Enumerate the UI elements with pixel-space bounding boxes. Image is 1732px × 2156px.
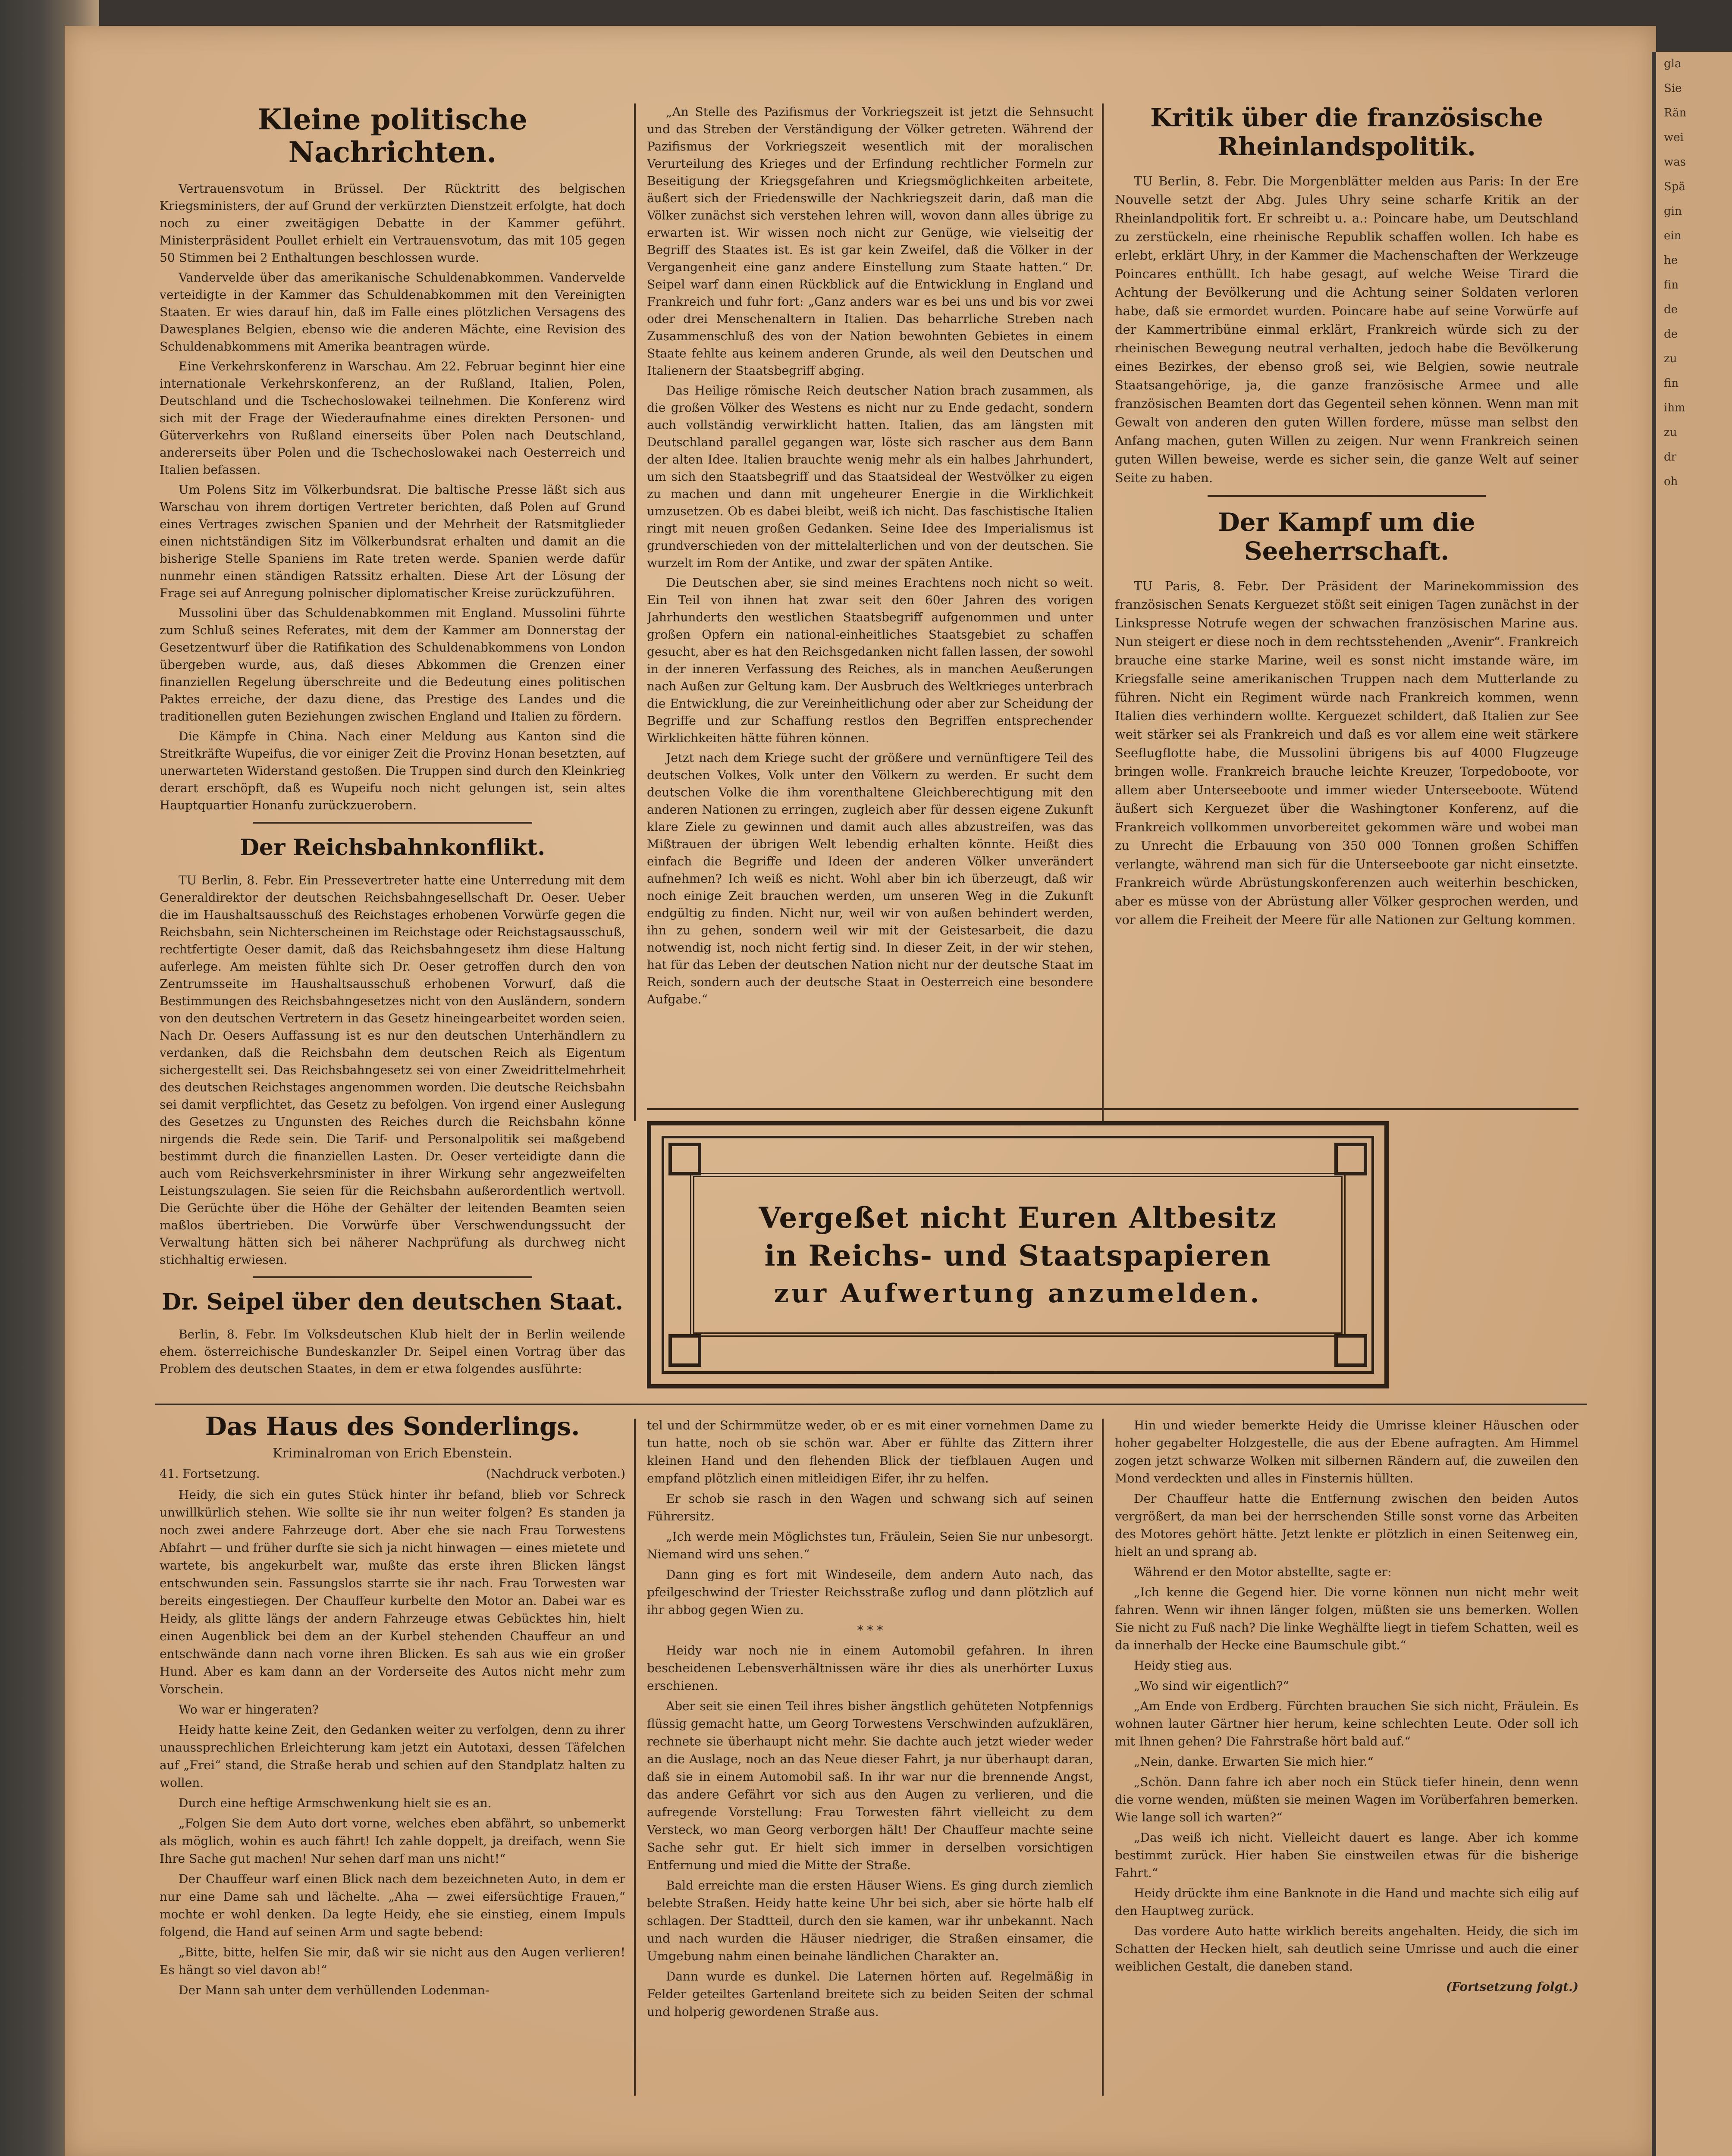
serial-paragraph: Während er den Motor abstellte, sagte er: [1134,1565,1392,1579]
column-rule [634,103,636,1121]
serial-paragraph: „Das weiß ich nicht. Vielleicht dauert es lange. Aber ich komme bestimmt zurück. Hier haben Sie einstweilen etwas für die bisherige Fahrt.“ [1115,1830,1578,1880]
serial-paragraph: Dann wurde es dunkel. Die Laternen hörten auf. Regelmäßig in Felder geteiltes Gartenland breitete sich zu beiden Seiten der schmal und holperig gewordenen Straße aus. [647,1969,1093,2019]
article-body: TU Paris, 8. Febr. Der Präsident der Marinekommission des französischen Senats Kerguezet stößt seit einigen Tagen zunächst in der Linkspresse Notrufe wegen der schwachen französischen Marine aus. Nun steigert er diese noch in dem rechtsstehenden „Avenir“. Frankreich brauche eine starke Marine, weil es sonst nicht imstande wäre, im Kriegsfalle seine amerikanischen Truppen nach dem Mutterlande zu führen. Nicht ein Regiment würde nach Frankreich kommen, wenn Italien dies verhindern wollte. Kerguezet schildert, daß Italien zur See weit stärker sei als Frankreich und daß es vor allem eine weit stärkere Seeflugflotte habe, die Mussolini übrigens bis auf 4000 Flugzeuge bringen wolle. Frankreich brauche leichte Kreuzer, Torpedoboote, vor allem aber Unterseeboote und immer wieder Unterseeboote. Wütend äußert sich Kerguezet über die Washingtoner Konferenz, auf die Frankreich vollkommen unvorbereitet gekommen wäre und wobei man zu Unrecht die Erbauung von 350 000 Tonnen großen Schiffen verlangte, während man sich für die Unterseeboote gar nicht einsetzte. Frankreich würde Abrüstungskonferenzen auch weiterhin beschicken, aber es müsse von der Abrüstung aller Völker gesprochen werden, und vor allem die Freiheit der Meere für alle Nationen zur Geltung kommen. [1115,578,1578,927]
serial-paragraph: Heidy, die sich ein gutes Stück hinter ihr befand, blieb vor Schreck unwillkürlich stehen. Wie sollte sie ihr nun weiter folgen? Es standen ja noch zwei andere Fahrzeuge dort. Aber ehe sie nach Frau Torwestens Abfahrt — und früher durfte sie sich ja nicht hinwagen — eines mietete und wartete, bis angekurbelt war, mußte das erste ihren Blicken längst entschwunden sein. Fassungslos starrte sie ihr nach. Frau Torwesten war bereits eingestiegen. Der Chauffeur kurbelte den Motor an. Dabei war es Heidy, als glitte längs der andern Fahrzeuge etwas Gebücktes hin, hielt einen Augenblick bei dem an der Kurbel stehenden Chauffeur an und entschwände dann nach vorne ihren Blicken. Es sah aus wie ein großer Hund. Aber es kam dann an der Vorderseite des Autos nicht mehr zum Vorschein. [160,1487,625,1696]
headline-reichsbahnkonflikt: Der Reichsbahnkonflikt. [239,834,546,861]
serial-paragraph: Dann ging es fort mit Windeseile, dem andern Auto nach, das pfeilgeschwind der Triester Reichsstraße zuflog und dann plötzlich auf ihr abbog gegen Wien zu. [647,1567,1093,1617]
serial-paragraph: Heidy stieg aus. [1134,1658,1233,1673]
next-page-fragment: fin [1664,279,1679,291]
article-body: „An Stelle des Pazifismus der Vorkriegszeit ist jetzt die Sehnsucht und das Streben der Verständigung der Völker getreten. Während der Pazifismus der Vorkriegszeit wesentlich mit der moralischen Verurteilung des Krieges und der Erfindung rechtlicher Formeln zur Beseitigung der Kriegsgefahren und Kriegsmöglichkeiten arbeitete, äußert sich der Friedenswille der Nachkriegszeit darin, daß man die Völker zunächst sich verstehen lehren will, wovon dann alles übrige zu erwarten ist. Wir wissen noch nicht zur Genüge, wie vielseitig der Begriff des Staates ist. Es ist gar kein Zweifel, daß die Völker in der Vergangenheit eine ganz andere Einstellung zum Staate hatten.“ Dr. Seipel warf dann einen Rückblick auf die Entwicklung in England und Frankreich und fuhr fort: „Ganz anders war es bei uns und bis vor zwei oder drei Menschenaltern in Italien. Das beharrliche Streben nach Zusammenschluß des von der Nation bewohnten Gebietes in einem Staate fehlte aus keinem anderen Grunde, als weil den Deutschen und Italienern der Staatsbegriff abging. [647,105,1093,378]
next-page-fragment: fin [1664,377,1679,390]
next-page-fragment: de [1664,303,1678,316]
ad-corner-ornament [1334,1143,1367,1175]
next-page-fragment: ihm [1664,401,1685,414]
next-page-fragment: zu [1664,426,1677,439]
serial-paragraph: „Ich kenne die Gegend hier. Die vorne können nun nicht mehr weit fahren. Wenn wir ihnen länger folgen, müßten sie uns bemerken. Wollen Sie nicht zu Fuß nach? Die linke Weghälfte liegt in tiefem Schatten, weil es da innerhalb der Hecke eine Baumschule gibt.“ [1115,1585,1578,1652]
reprint-notice: (Nachdruck verboten.) [486,1466,625,1481]
left-column [160,103,625,1393]
serial-paragraph: Durch eine heftige Armschwenkung hielt sie es an. [179,1796,492,1810]
headline-rheinlandspolitik: Kritik über die französische Rheinlandspolitik. [1150,103,1543,161]
next-page-edge [1652,52,1732,2156]
article-body: TU Berlin, 8. Febr. Ein Pressevertreter hatte eine Unterredung mit dem Generaldirektor der deutschen Reichsbahngesellschaft Dr. Oeser. Ueber die im Haushaltsausschuß des Reichstages erhobenen Vorwürfe gegen die Reichsbahn, sein Nichterscheinen im Reichstage oder Reichstagsausschuß, rechtfertigte Oeser damit, daß das Reichsbahngesetz ihm diese Haltung auferlege. Am meisten fühlte sich Dr. Oeser getroffen durch den von Zentrumsseite im Haushaltsausschuß erhobenen Vorwurf, daß die Bestimmungen des Reichsbahngesetzes nicht von den Ausländern, sondern von den deutschen Vertretern in das Gesetz hineingearbeitet worden seien. Nach Dr. Oesers Auffassung ist es nur den deutschen Unterhändlern zu verdanken, daß die Reichsbahn dem deutschen Reich als Eigentum sichergestellt sei. Das Reichsbahngesetz sei von einer Zweidrittelmehrheit des deutschen Reichstages angenommen worden. Die deutsche Reichsbahn sei damit verpflichtet, das Gesetz zu befolgen. Von irgend einer Auslegung des Gesetzes zu Ungunsten des Reiches durch die Reichsbahn könne nirgends die Rede sein. Die Tarif- und Personalpolitik sei maßgebend bestimmt durch die finanziellen Lasten. Dr. Oeser verteidigte dann die auch vom Reichsverkehrsminister in ihrer Wirkung sehr angezweifelten Leistungszulagen. Sie seien für die Reichsbahn außerordentlich wertvoll. Die Gerüchte über die Höhe der Gehälter der leitenden Beamten seien maßlos übertrieben. Die Vorwürfe über Verschwendungssucht der Verwaltung hätten sich bei näherer Nachprüfung als durchweg nicht stichhaltig erwiesen. [160,873,625,1267]
headline-kleine-nachrichten: Kleine politische Nachrichten. [257,103,527,169]
news-item: Um Polens Sitz im Völkerbundsrat. Die baltische Presse läßt sich aus Warschau von ihrem dortigen Vertreter berichten, daß Polen auf Grund eines Vertrages zwischen Spanien und der Mehrheit der Ratsmitglieder einen nichtständigen Sitz im Völkerbundsrat erhalten und damit an die bisherige Stelle Spaniens im Rate treten werde. Spanien werde dafür nunmehr einen ständigen Ratssitz erhalten. Diese Art der Lösung der Frage sei auf Anregung polnischer diplomatischer Kreise zurückzuführen. [160,482,625,600]
serial-paragraph: Das vordere Auto hatte wirklich bereits angehalten. Heidy, die sich im Schatten der Hecken hielt, sah deutlich seine Umrisse und auch die einer weiblichen Gestalt, die daneben stand. [1115,1924,1578,1974]
advertisement-box [647,1121,1389,1388]
ad-corner-ornament [1334,1334,1367,1367]
ad-line: zur Aufwertung anzumelden. [774,1279,1262,1309]
serial-paragraph: „Am Ende von Erdberg. Fürchten brauchen Sie sich nicht, Fräulein. Es wohnen lauter Gärtner hier herum, keine schlechten Leute. Oder soll ich mit Ihnen gehen? Die Fahrstraße hört bald auf.“ [1115,1699,1578,1749]
column-rule [634,1419,636,2096]
next-page-fragment: gin [1664,205,1682,218]
serial-paragraph: Der Chauffeur warf einen Blick nach dem bezeichneten Auto, in dem er nur eine Dame sah und lächelte. „Aha — zwei eifersüchtige Frauen,“ mochte er wohl denken. Da legte Heidy, ehe sie einstieg, einem Impuls folgend, die Hand auf seinen Arm und sagte bebend: [160,1871,625,1939]
section-rule [647,1108,1578,1110]
section-rule [155,1404,1587,1405]
middle-column [647,103,1093,1104]
next-page-fragment: oh [1664,475,1678,488]
serial-paragraph: Bald erreichte man die ersten Häuser Wiens. Es ging durch ziemlich belebte Straßen. Heidy hatte keine Uhr bei sich, aber sie hörte halb elf schlagen. Der Stadtteil, durch den sie kamen, war ihr unbekannt. Nach und nach wurden die Häuser niedriger, die Straßen einsamer, die Umgebung nahm einen beinahe ländlichen Charakter an. [647,1878,1093,1963]
serial-paragraph: „Schön. Dann fahre ich aber noch ein Stück tiefer hinein, denn wenn die vorne wenden, müßten sie meinen Wagen im Vorüberfahren bemerken. Wie lange soll ich warten?“ [1115,1775,1578,1824]
section-break: * * * [857,1623,883,1637]
serial-paragraph: Aber seit sie einen Teil ihres bisher ängstlich gehüteten Notpfennigs flüssig gemacht hatte, um Georg Torwestens Verschwinden aufzuklären, rechnete sie überhaupt nicht mehr. Sie dachte auch jetzt wieder weder an die Auslage, noch an das Neue dieser Fahrt, ja nur überhaupt daran, daß sie in einem Automobil saß. In ihr war nur die brennende Angst, das andere Gefährt vor sich aus den Augen zu verlieren, und die aufregende Vorstellung: Frau Torwesten fährt vielleicht zu dem Versteck, wo man Georg verborgen hält! Der Chauffeur machte seine Sache sehr gut. Er hielt sich immer in derselben vorsichtigen Entfernung und mied die Mitte der Straße. [647,1699,1093,1872]
serial-paragraph: „Ich werde mein Möglichstes tun, Fräulein, Seien Sie nur unbesorgt. Niemand wird uns sehen.“ [647,1529,1093,1561]
continued-notice: (Fortsetzung folgt.) [1446,1980,1578,1994]
serial-title: Das Haus des Sonderlings. [205,1412,580,1441]
next-page-fragment: zu [1664,352,1677,365]
next-page-fragment: he [1664,254,1678,267]
ad-line: Vergeßet nicht Euren Altbesitz [759,1201,1277,1235]
serial-paragraph: „Folgen Sie dem Auto dort vorne, welches eben abfährt, so unbemerkt als möglich, wohin es auch fährt! Ich zahle doppelt, ja dreifach, wenn Sie Ihre Sache gut machen! Nur sehen darf man uns nicht!“ [160,1816,625,1866]
article-body: Jetzt nach dem Kriege sucht der größere und vernünftigere Teil des deutschen Volkes, Volk unter den Völkern zu werden. Er sucht dem deutschen Volke die ihm vorenthaltene Gleichberechtigung mit den anderen Nationen zu erringen, zugleich aber für dessen eigene Zukunft klare Ziele zu gewinnen und damit auch alles abzustreifen, was das Mißtrauen der übrigen Welt lebendig erhalten könnte. Heißt dies einfach die Begriffe und Ideen der anderen Völker unverändert aufnehmen? Ich weiß es nicht. Wohl aber bin ich überzeugt, daß wir noch einige Zeit brauchen werden, um unseren Weg in die Zukunft endgültig zu finden. Nicht nur, weil wir von außen behindert werden, ihn zu gehen, sondern weil wir mit der Geistesarbeit, die dazu notwendig ist, noch nicht fertig sind. In dieser Zeit, in der wir stehen, hat für das Leben der deutschen Nation nicht nur der deutsche Staat im Reich, sondern auch der deutsche Staat in Oesterreich eine besondere Aufgabe.“ [647,751,1093,1006]
serial-paragraph: Hin und wieder bemerkte Heidy die Umrisse kleiner Häuschen oder hoher gegabelter Holzgestelle, die aus der Ebene aufragten. Am Himmel zogen jetzt schwarze Wolken mit silbernen Rändern auf, die zuweilen den Mond verdeckten und alles in Finsternis hüllten. [1115,1418,1578,1485]
news-item: Vertrauensvotum in Brüssel. Der Rücktritt des belgischen Kriegsministers, der auf Grund der verkürzten Dienstzeit erfolgte, hat doch noch zu einer zweitägigen Debatte in der Kammer geführt. Ministerpräsident Poullet erhielt ein Vertrauensvotum, das mit 105 gegen 50 Stimmen bei 2 Enthaltungen beschlossen wurde. [160,181,625,265]
separator [253,822,532,824]
serial-paragraph: Heidy hatte keine Zeit, den Gedanken weiter zu verfolgen, denn zu ihrer unaussprechlichen Erleichterung kam jetzt ein Autotaxi, dessen Täfelchen auf „Frei“ stand, die Straße herab und schien auf den Standplatz halten zu wollen. [160,1722,625,1790]
next-page-fragment: was [1664,156,1686,169]
serial-paragraph: Der Mann sah unter dem verhüllenden Lodenman- [179,1983,489,1997]
next-page-fragment: gla [1664,57,1682,70]
headline-seipel: Dr. Seipel über den deutschen Staat. [162,1288,623,1315]
serial-column-3 [1115,1416,1578,2102]
headline-seeherrschaft: Der Kampf um die Seeherrschaft. [1218,508,1475,566]
serial-paragraph: Heidy drückte ihm eine Banknote in die Hand und machte sich eilig auf den Hauptweg zurück. [1115,1886,1578,1918]
serial-column-1 [160,1412,625,2102]
serial-author: Kriminalroman von Erich Ebenstein. [273,1445,512,1461]
serial-paragraph: „Nein, danke. Erwarten Sie mich hier.“ [1134,1755,1374,1769]
news-item: Eine Verkehrskonferenz in Warschau. Am 22. Februar beginnt hier eine internationale Verkehrskonferenz, an der Rußland, Italien, Polen, Deutschland und die Tschechoslowakei teilnehmen. Die Konferenz wird sich mit der Frage der Wiederaufnahme eines direkten Personen- und Güterverkehrs von Rußland einerseits über Polen nach Deutschland, andererseits über Polen und die Tschechoslowakei nach Oesterreich und Italien befassen. [160,359,625,477]
next-page-fragment: wei [1664,131,1684,144]
separator [1208,495,1486,497]
serial-installment-line [160,1465,625,1482]
news-item: Vandervelde über das amerikanische Schuldenabkommen. Vandervelde verteidigte in der Kammer das Schuldenabkommen mit den Vereinigten Staaten. Er wies darauf hin, daß im Falle eines plötzlichen Versagens des Dawesplanes Belgien, ebenso wie die anderen Mächte, eine Revision des Schuldenabkommens mit Amerika beantragen würde. [160,270,625,354]
next-page-fragment: Sie [1664,82,1682,95]
separator [253,1276,532,1278]
serial-installment: 41. Fortsetzung. [160,1466,260,1481]
article-body: Das Heilige römische Reich deutscher Nation brach zusammen, als die großen Völker des Westens es nicht nur zu Ende gedacht, sondern auch vollständig verwirklicht hatten. Italien, das am längsten mit Deutschland parallel gegangen war, löste sich rascher aus dem Bann der alten Idee. Italien brauchte wenig mehr als ein halbes Jahrhundert, um sich den Staatsbegriff und das Staatsideal der Westvölker zu eigen zu machen und dann mit ungeheurer Energie in die Wirklichkeit umzusetzen. Ob es dabei bleibt, weiß ich nicht. Das faschistische Italien ringt mit neuen großen Gedanken. Seine Idee des Imperialismus ist grundverschieden von der mittelalterlichen und von der deutschen. Sie wurzelt im Rom der Antike, und zwar der späten Antike. [647,383,1093,570]
next-page-fragment: Rän [1664,107,1687,119]
column-rule [1102,1419,1104,2096]
ad-line: in Reichs- und Staatspapieren [764,1239,1271,1272]
news-item: Mussolini über das Schuldenabkommen mit England. Mussolini führte zum Schluß seines Referates, mit dem der Kammer am Donnerstag der Gesetzentwurf über die Ratifikation des Schuldenabkommens von London übergeben wurde, aus, daß dieses Abkommen die Grenzen einer finanziellen Regelung überschreite und die Bedeutung eines politischen Paktes erreiche, der dazu diene, das Prestige des Landes und die traditionellen guten Beziehungen zwischen England und Italien zu fördern. [160,605,625,724]
right-column [1115,103,1578,1104]
article-body: TU Berlin, 8. Febr. Die Morgenblätter melden aus Paris: In der Ere Nouvelle setzt der Abg. Jules Uhry seine scharfe Kritik an der Rheinlandpolitik fort. Er schreibt u. a.: Poincare habe, um Deutschland zu zerstückeln, eine rheinische Republik schaffen wollen. Ich habe es erlebt, erklärt Uhry, in der Kammer die Machenschaften der Werkzeuge Poincares enthüllt. Ich habe gesagt, auf welche Weise Tirard die Achtung der Bevölkerung und die Achtung seiner Soldaten verloren habe, daß sie ermordet wurden. Poincare habe auf seine Vorwürfe auf der Kammertribüne einmal erklärt, Frankreich würde sich zu der rheinischen Bewegung neutral verhalten, jedoch habe die Bevölkerung eines Bezirkes, der ebenso groß sei, wie Belgien, sowie neutrale Staatsangehörige, ja, die ganze französische Armee und alle französischen Beamten dort das Gegenteil sehen können. Wenn man mit Gewalt von anderen den guten Willen fordere, müsse man selbst den Anfang machen, guten Willen zu zeigen. Nur wenn Frankreich seinen guten Willen beweise, werde es sicher sein, die ganze Welt auf seiner Seite zu haben. [1115,174,1578,486]
next-page-fragment: de [1664,328,1678,341]
article-body: Die Deutschen aber, sie sind meines Erachtens noch nicht so weit. Ein Teil von ihnen hat zwar seit den 60er Jahren des vorigen Jahrhunderts den westlichen Staatsbegriff aufgenommen und unter großen Opfern ein national-einheitliches Staatsgebiet zu schaffen gesucht, aber es hat den Reichsgedanken nicht fallen lassen, der sowohl in der inneren Verfassung des Reiches, als in manchen Aeußerungen nach Außen zur Geltung kam. Der Ausbruch des Weltkrieges unterbrach die Entwicklung, die zur Vereinheitlichung oder aber zur Scheidung der Begriffe und zur Schaffung restlos den Begriffen entsprechender Wirklichkeiten hätte führen können. [647,576,1093,745]
serial-paragraph: Wo war er hingeraten? [179,1702,319,1717]
ad-corner-ornament [668,1143,701,1175]
ad-corner-ornament [668,1334,701,1367]
serial-column-2 [647,1416,1093,2102]
next-page-fragment: dr [1664,451,1677,464]
serial-paragraph: „Wo sind wir eigentlich?“ [1134,1679,1289,1693]
serial-paragraph: Der Chauffeur hatte die Entfernung zwischen den beiden Autos vergrößert, da man bei der herrschenden Stille sonst vorne das Arbeiten des Motores gehört hätte. Jetzt lenkte er plötzlich in einen Seitenweg ein, hielt an und sprang ab. [1115,1492,1578,1559]
serial-paragraph: tel und der Schirmmütze weder, ob er es mit einer vornehmen Dame zu tun hatte, noch ob sie schön war. Aber er fühlte das Zittern ihrer kleinen Hand und den flehenden Blick der tiefblauen Augen und empfand plötzlich einen mitleidigen Eifer, ihr zu helfen. [647,1418,1093,1485]
article-body: Berlin, 8. Febr. Im Volksdeutschen Klub hielt der in Berlin weilende ehem. österreichische Bundeskanzler Dr. Seipel einen Vortrag über das Problem des deutschen Staates, in dem er etwa folgendes ausführte: [160,1327,625,1376]
serial-paragraph: „Bitte, bitte, helfen Sie mir, daß wir sie nicht aus den Augen verlieren! Es hängt so viel davon ab!“ [160,1945,625,1977]
news-item: Die Kämpfe in China. Nach einer Meldung aus Kanton sind die Streitkräfte Wupeifus, die vor einiger Zeit die Provinz Honan besetzten, auf unerwarteten Widerstand gestoßen. Die Truppen sind durch den Kleinkrieg derart erschöpft, daß es Wupeifu noch nicht gelungen ist, sein altes Hauptquartier Honanfu zurückzuerobern. [160,729,625,812]
next-page-fragment: Spä [1664,180,1685,193]
serial-paragraph: Heidy war noch nie in einem Automobil gefahren. In ihren bescheidenen Lebensverhältnissen wäre ihr dies als unerhörter Luxus erschienen. [647,1643,1093,1693]
column-rule [1102,103,1104,1121]
next-page-fragment: ein [1664,229,1682,242]
ad-text [716,1199,1320,1313]
serial-paragraph: Er schob sie rasch in den Wagen und schwang sich auf seinen Führersitz. [647,1492,1093,1523]
